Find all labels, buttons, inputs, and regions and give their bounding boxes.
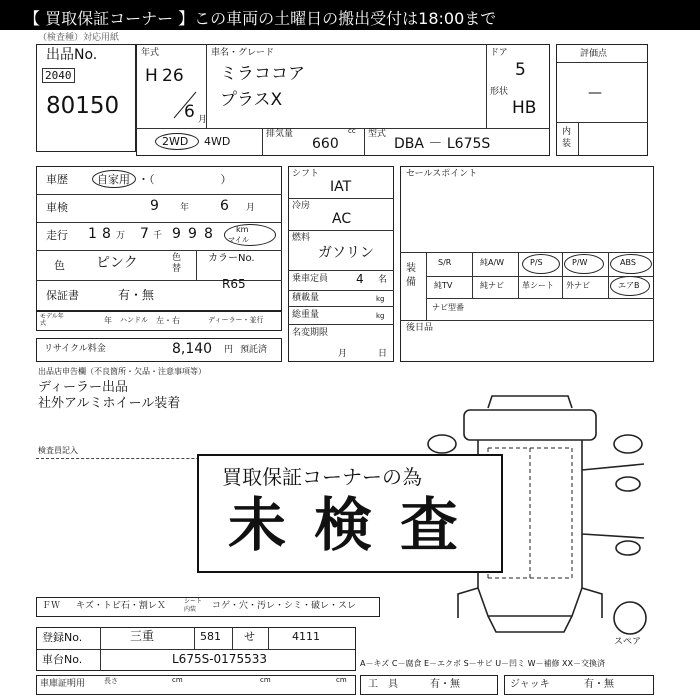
- year-label: 年式: [141, 48, 160, 58]
- inspector-label: 検査員記入: [38, 446, 78, 455]
- equipment-label: 装備: [406, 263, 416, 288]
- name-change-day: 日: [378, 349, 388, 359]
- sales-point-label: セールスポイント: [406, 169, 478, 179]
- capacity-unit: 名: [378, 275, 388, 285]
- shaken-year-unit: 年: [180, 203, 190, 213]
- equip-ps: P/S: [530, 258, 543, 267]
- recycle-value: 8,140: [172, 341, 213, 357]
- recycle-unit: 円: [224, 345, 234, 355]
- mileage-unit-km: km: [236, 225, 249, 234]
- mileage-digit-2: 8: [102, 226, 111, 242]
- model-year-lr: 左・右: [156, 316, 180, 325]
- name-change-label: 名変期限: [292, 328, 329, 338]
- doors-value: 5: [515, 60, 526, 80]
- spare-label: スペア: [614, 637, 642, 647]
- load-unit: kg: [376, 295, 385, 303]
- jack-value: 有・無: [584, 679, 614, 690]
- history-value: 自家用: [97, 173, 130, 186]
- model-grade: プラスX: [220, 90, 283, 110]
- equip-nav: 純ナビ: [480, 281, 504, 290]
- history-label: 車歴: [46, 173, 68, 186]
- shift-value: IAT: [330, 179, 352, 195]
- type-label: 型式: [368, 129, 387, 139]
- shape-label: 形状: [490, 87, 509, 97]
- fuel-value: ガソリン: [318, 245, 374, 261]
- mileage-man: 万: [116, 231, 126, 241]
- warranty-label: 保証書: [46, 289, 79, 302]
- damage-legend: A－キズ C－腐食 E－エクボ S－サビ U－凹ミ W－補修 XX－交換済: [360, 659, 606, 668]
- mileage-digit-6: 8: [204, 226, 213, 242]
- equip-tv: 純TV: [434, 281, 453, 290]
- cert-long: 長さ: [104, 677, 118, 685]
- lot-number: 80150: [46, 93, 120, 119]
- weight-unit: kg: [376, 312, 385, 320]
- dealer-note-title: 出品店申告欄（不良箇所・欠品・注意事項等）: [38, 367, 206, 376]
- reg-pref: 三重: [130, 629, 155, 643]
- cert-label: 車庫証明用: [40, 679, 86, 689]
- banner: 【 買取保証コーナー 】この車両の土曜日の搬出受付は18:00まで: [0, 0, 700, 30]
- mileage-label: 走行: [46, 229, 68, 242]
- shaken-month: 6: [220, 198, 229, 214]
- drive-4wd: 4WD: [204, 135, 231, 148]
- model-year-handle: ハンドル: [120, 316, 148, 324]
- year-month-unit: 月: [198, 115, 208, 125]
- lot-label: 出品No.: [46, 47, 98, 63]
- shaken-year: 9: [150, 198, 159, 214]
- equip-nav-model: ナビ型番: [432, 303, 464, 312]
- chassis-label: 車台No.: [42, 653, 83, 666]
- mileage-digit-5: 9: [188, 226, 197, 242]
- grade-label: 評価点: [580, 49, 608, 59]
- aircon-value: AC: [332, 211, 352, 227]
- weight-label: 総重量: [292, 310, 320, 320]
- disp-label: 排気量: [266, 129, 294, 139]
- shaken-month-unit: 月: [246, 203, 256, 213]
- year-month: 6: [184, 102, 195, 122]
- year-era: H: [145, 66, 158, 86]
- dealer-note-line2: 社外アルミホイール装着: [38, 396, 181, 411]
- reg-serial: 4111: [292, 630, 320, 643]
- capacity-value: 4: [356, 272, 364, 286]
- disp-unit: cc: [348, 127, 356, 135]
- equip-pw: P/W: [572, 258, 588, 267]
- color-code-label: カラーNo.: [208, 253, 255, 264]
- warranty-value: 有・無: [118, 288, 155, 302]
- year-num: 26: [162, 66, 184, 86]
- shape-value: HB: [512, 98, 537, 118]
- recycle-note: 預託済: [240, 345, 268, 355]
- chassis-value: L675S-0175533: [172, 652, 267, 666]
- fw-text2: コゲ・穴・汚レ・シミ・破レ・スレ: [212, 601, 357, 611]
- mileage-sen: 千: [153, 231, 163, 241]
- cert-cm-1: cm: [172, 676, 183, 684]
- load-label: 積載量: [292, 293, 320, 303]
- header-note: （検査種）対応用紙: [38, 33, 120, 43]
- model-name: ミラココア: [220, 64, 305, 84]
- history-rest: ・（ ）: [138, 173, 232, 186]
- color-value: ピンク: [96, 255, 138, 271]
- color-change-label: 色替: [172, 253, 182, 274]
- model-year-dealer: ディーラー・並行: [208, 316, 264, 324]
- reg-kana: せ: [244, 630, 255, 643]
- rear-seat-label: 後日品: [406, 323, 434, 333]
- mileage-digit-3: 7: [140, 226, 149, 242]
- fuel-label: 燃料: [292, 233, 311, 243]
- shift-label: シフト: [292, 169, 320, 179]
- type-value: DBA － L675S: [394, 136, 491, 152]
- color-code-value: R65: [222, 277, 246, 291]
- interior-label: 内装: [562, 127, 572, 149]
- tools-value: 有・無: [430, 679, 460, 690]
- doors-label: ドア: [490, 48, 508, 58]
- cert-cm-3: cm: [336, 676, 347, 684]
- shaken-label: 車検: [46, 201, 68, 214]
- equip-sr: S/R: [438, 258, 452, 267]
- fw-seat: シート内装: [184, 598, 203, 613]
- mileage-digit-4: 9: [172, 226, 181, 242]
- fw-label: ＦＷ: [42, 601, 61, 611]
- name-change-month: 月: [338, 349, 348, 359]
- jack-label: ジャッキ: [510, 679, 550, 690]
- grade-value: —: [588, 85, 602, 101]
- color-label: 色: [54, 259, 65, 272]
- equip-leather: 革シート: [522, 281, 554, 290]
- capacity-label: 乗車定員: [292, 274, 329, 284]
- equip-aw: 純A/W: [480, 258, 505, 267]
- reg-label: 登録No.: [42, 631, 83, 644]
- cert-cm-2: cm: [260, 676, 271, 684]
- mileage-digit-1: 1: [88, 226, 97, 242]
- dealer-note-line1: ディーラー出品: [38, 380, 128, 395]
- reg-num: 581: [200, 630, 221, 643]
- aircon-label: 冷房: [292, 201, 311, 211]
- disp-value: 660: [312, 136, 339, 152]
- drive-2wd: 2WD: [162, 135, 189, 148]
- equip-ext-nav: 外ナビ: [566, 281, 590, 290]
- model-year-label: モデル年式: [40, 313, 64, 327]
- mileage-unit-mile: マイル: [228, 236, 249, 244]
- recycle-label: リサイクル料金: [44, 344, 106, 354]
- model-year-year: 年: [104, 316, 112, 325]
- model-label: 車名・グレード: [211, 48, 275, 58]
- stamp-line1: 買取保証コーナーの為: [222, 465, 422, 489]
- fw-text1: キズ・トビ石・割レＸ: [76, 601, 166, 611]
- stamp-line2: 未検査: [228, 491, 487, 559]
- equip-airbag: エアB: [618, 281, 640, 290]
- tools-label: 工 具: [368, 679, 398, 690]
- lot-code: 2040: [42, 68, 75, 83]
- equip-abs: ABS: [620, 258, 636, 267]
